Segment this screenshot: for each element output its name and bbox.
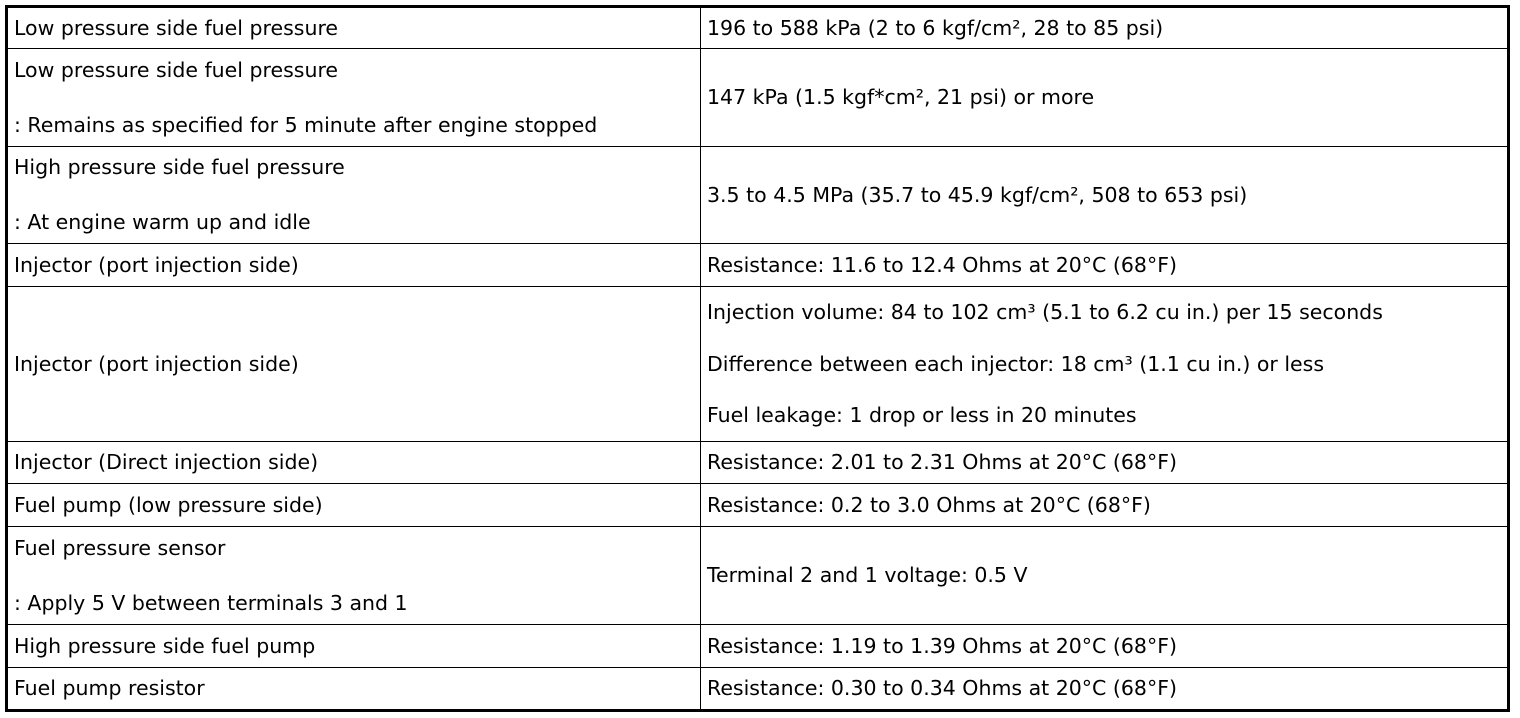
item-line: Low pressure side fuel pressure <box>14 15 339 40</box>
item-cell <box>7 484 701 527</box>
fuel-spec-table <box>5 5 1510 712</box>
spec-line: Difference between each injector: 18 cm³ (1.1 cu in.) or less <box>707 351 1325 376</box>
spec-line: Resistance: 11.6 to 12.4 Ohms at 20°C (68°F) <box>707 252 1178 277</box>
item-cell <box>7 244 701 287</box>
item-condition: : Apply 5 V between terminals 3 and 1 <box>14 590 408 615</box>
spec-line: Resistance: 0.2 to 3.0 Ohms at 20°C (68°F) <box>707 492 1151 517</box>
spec-cell <box>701 147 1509 244</box>
item-cell <box>7 147 701 244</box>
item-line: Injector (port injection side) <box>14 252 299 277</box>
spec-line: Terminal 2 and 1 voltage: 0.5 V <box>707 563 1028 588</box>
spec-cell <box>701 49 1509 147</box>
table-row <box>7 49 1509 147</box>
spec-line: Fuel leakage: 1 drop or less in 20 minutes <box>707 403 1137 428</box>
spec-line: Resistance: 2.01 to 2.31 Ohms at 20°C (68°F) <box>707 450 1178 475</box>
spec-cell <box>701 625 1509 668</box>
table-row <box>7 484 1509 527</box>
spec-line: 196 to 588 kPa (2 to 6 kgf/cm², 28 to 85 psi) <box>707 15 1164 40</box>
item-cell <box>7 49 701 147</box>
table-row <box>7 244 1509 287</box>
item-cell <box>7 287 701 442</box>
table-row <box>7 625 1509 668</box>
item-line: Fuel pump resistor <box>14 676 205 701</box>
item-line: Injector (port injection side) <box>14 351 299 376</box>
spec-cell <box>701 668 1509 711</box>
item-cell <box>7 625 701 668</box>
table-row <box>7 442 1509 484</box>
spec-cell <box>701 484 1509 527</box>
table-row <box>7 147 1509 244</box>
item-line: High pressure side fuel pump <box>14 633 316 658</box>
table-row <box>7 668 1509 711</box>
item-line: Low pressure side fuel pressure <box>14 57 339 82</box>
item-cell <box>7 527 701 625</box>
spec-cell <box>701 442 1509 484</box>
spec-line: Injection volume: 84 to 102 cm³ (5.1 to 6.2 cu in.) per 15 seconds <box>707 300 1383 325</box>
item-line: Fuel pressure sensor <box>14 535 226 560</box>
item-condition: : At engine warm up and idle <box>14 210 311 234</box>
table-row <box>7 527 1509 625</box>
spec-cell <box>701 527 1509 625</box>
item-cell <box>7 668 701 711</box>
spec-line: Resistance: 0.30 to 0.34 Ohms at 20°C (68°F) <box>707 676 1178 701</box>
item-cell <box>7 7 701 49</box>
spec-cell <box>701 287 1509 442</box>
item-line: High pressure side fuel pressure <box>14 155 345 180</box>
spec-cell <box>701 244 1509 287</box>
spec-line: Resistance: 1.19 to 1.39 Ohms at 20°C (68°F) <box>707 633 1178 658</box>
item-condition: : Remains as specified for 5 minute after engine stopped <box>14 112 598 137</box>
item-line: Injector (Direct injection side) <box>14 450 319 475</box>
spec-line: 147 kPa (1.5 kgf*cm², 21 psi) or more <box>707 85 1095 110</box>
spec-cell <box>701 7 1509 49</box>
table-row <box>7 287 1509 442</box>
spec-line: 3.5 to 4.5 MPa (35.7 to 45.9 kgf/cm², 508 to 653 psi) <box>707 182 1248 207</box>
table-row <box>7 7 1509 49</box>
item-cell <box>7 442 701 484</box>
item-line: Fuel pump (low pressure side) <box>14 492 323 517</box>
